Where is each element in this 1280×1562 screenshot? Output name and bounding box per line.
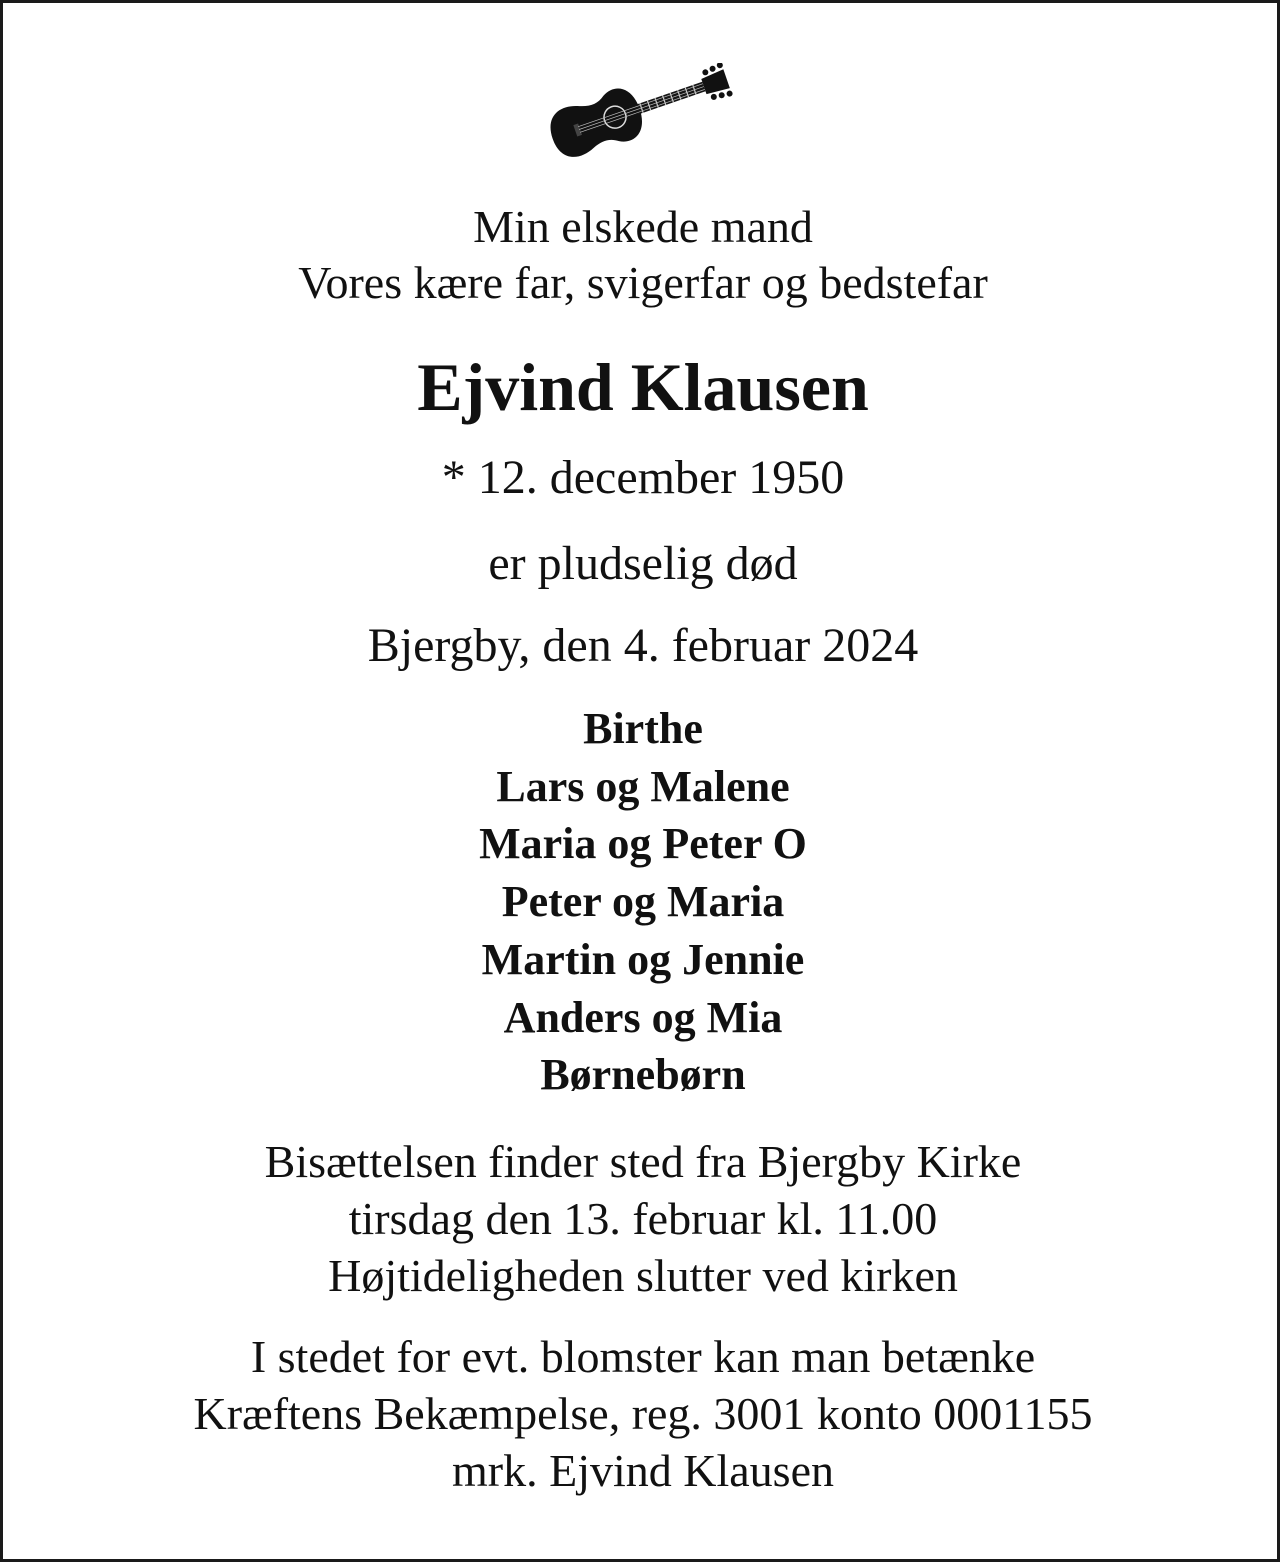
intro-line: Vores kære far, svigerfar og bedstefar	[298, 257, 988, 308]
donation-line: mrk. Ejvind Klausen	[452, 1445, 834, 1496]
funeral-line: Bisættelsen finder sted fra Bjergby Kirke	[264, 1136, 1022, 1187]
guitar-icon	[538, 63, 748, 175]
place-and-date: Bjergby, den 4. februar 2024	[367, 619, 919, 672]
birth-date: * 12. december 1950	[441, 451, 845, 504]
funeral-info	[43, 1133, 1243, 1304]
deceased-name: Ejvind Klausen	[417, 349, 869, 425]
death-text: er pludselig død	[488, 537, 798, 590]
funeral-line: Højtideligheden slutter ved kirken	[328, 1250, 958, 1301]
mourner-name: Maria og Peter O	[479, 819, 807, 869]
funeral-line: tirsdag den 13. februar kl. 11.00	[348, 1193, 938, 1244]
intro-line: Min elskede mand	[473, 201, 813, 252]
mourner-name: Peter og Maria	[501, 877, 785, 927]
mourner-name: Børnebørn	[540, 1050, 746, 1100]
donation-line: I stedet for evt. blomster kan man betænke	[250, 1331, 1036, 1382]
mourner-name: Lars og Malene	[496, 761, 790, 811]
mourners-list	[43, 700, 1243, 1104]
intro-text	[43, 199, 1243, 311]
mourner-name: Birthe	[583, 704, 703, 753]
donation-info	[43, 1328, 1243, 1499]
mourner-name: Martin og Jennie	[481, 934, 805, 984]
mourner-name: Anders og Mia	[503, 992, 783, 1042]
donation-line: Kræftens Bekæmpelse, reg. 3001 konto 0001155	[193, 1388, 1093, 1439]
